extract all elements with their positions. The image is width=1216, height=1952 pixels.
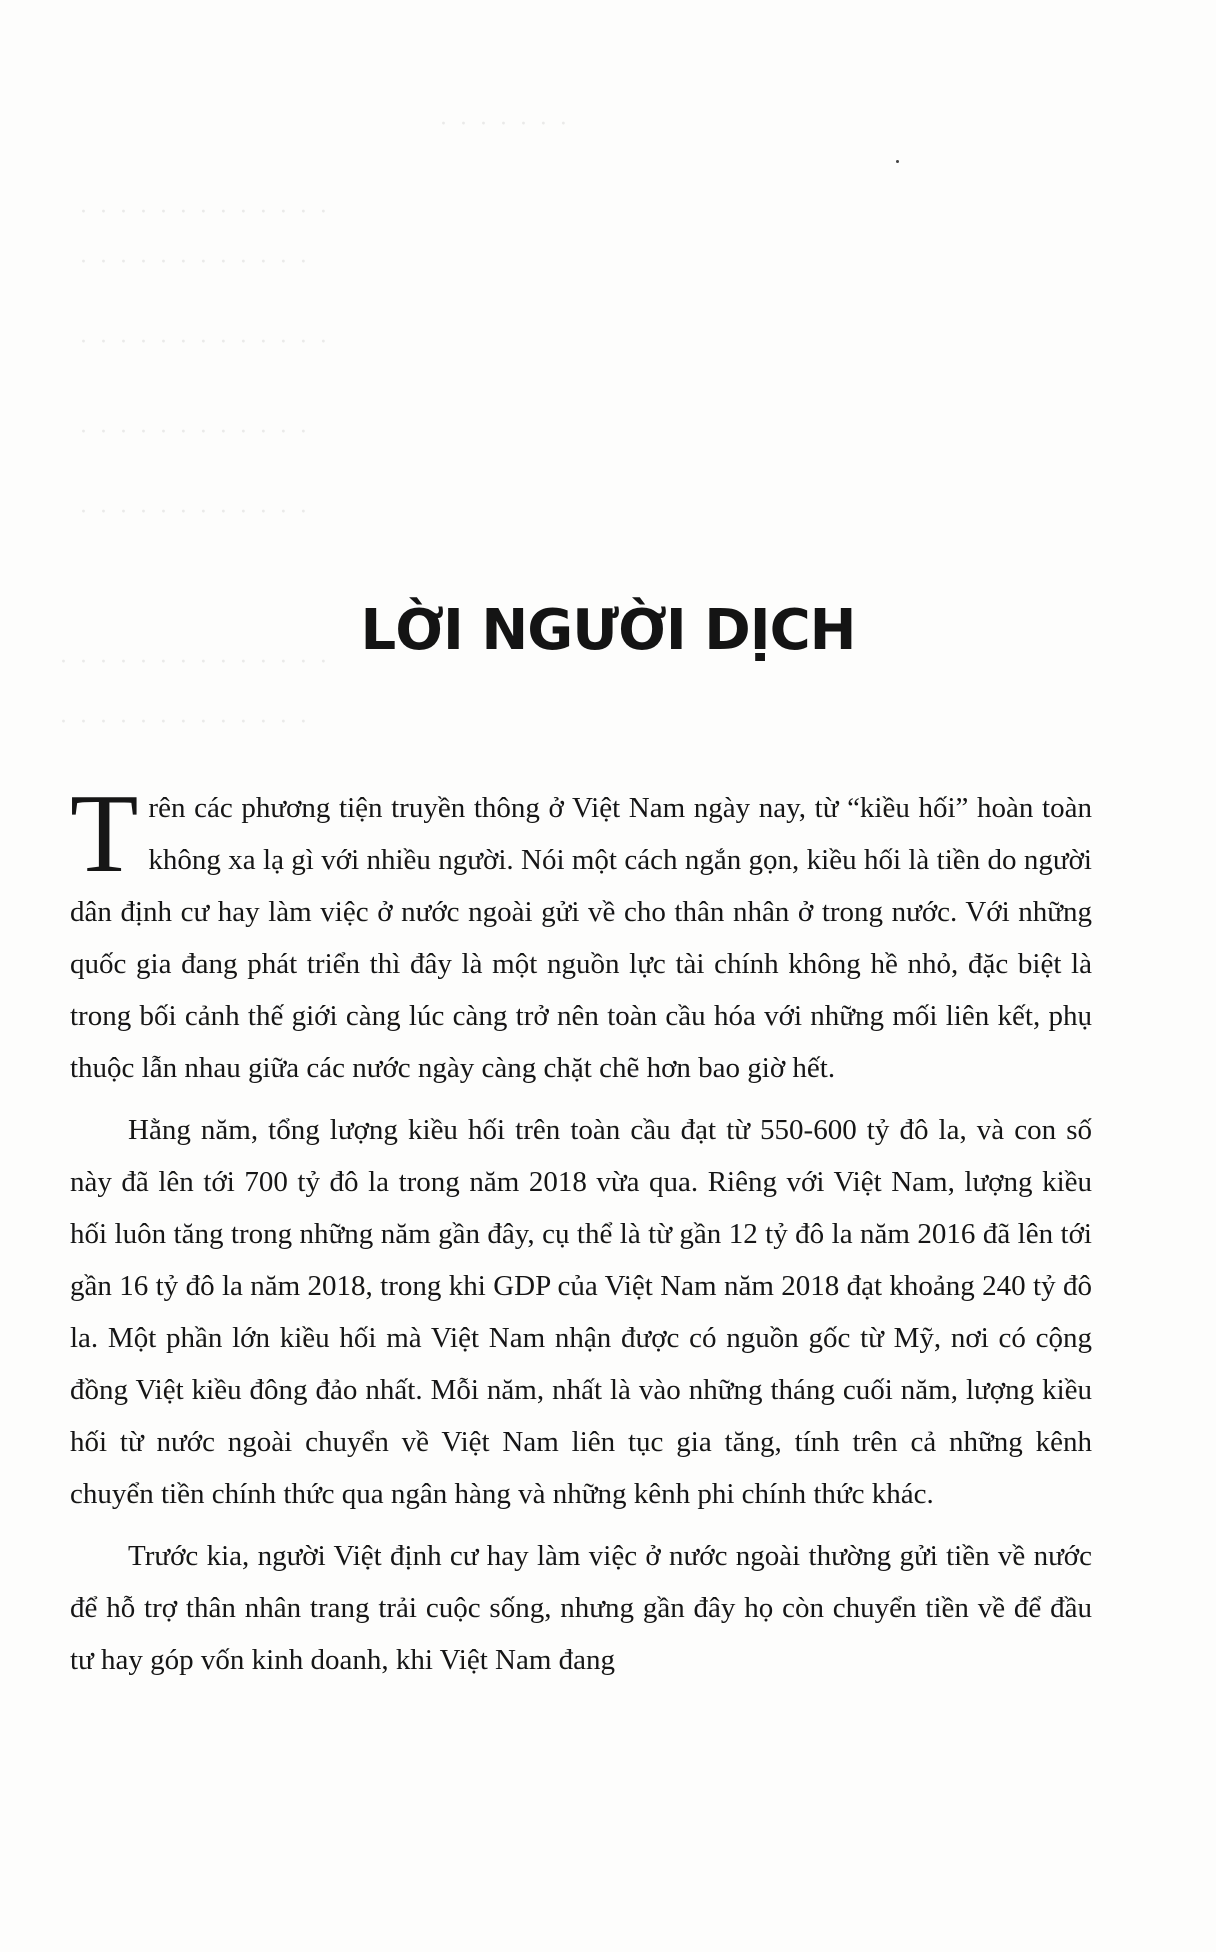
drop-cap: T — [70, 772, 139, 896]
show-through-texture: · · · · · · · · · · · · · — [80, 200, 330, 225]
show-through-texture: · · · · · · · · · · · · · — [80, 330, 330, 355]
paragraph-3: Trước kia, người Việt định cư hay làm việc ở nước ngoài thường gửi tiền về nước để hỗ trợ thân nhân trang trải cuộc sống, nhưng gần đây họ còn chuyển tiền về để đầu tư hay góp vốn kinh doanh, khi Việt Nam đang — [70, 1540, 1092, 1676]
show-through-texture: · · · · · · · — [440, 112, 570, 137]
show-through-texture: · · · · · · · · · · · · — [80, 420, 310, 445]
show-through-texture: · · · · · · · · · · · · — [80, 250, 310, 275]
show-through-texture: · · · · · · · · · · · · · — [60, 710, 310, 735]
paragraph-1 — [70, 772, 1092, 1094]
page-title: LỜI NGƯỜI DỊCH — [360, 597, 856, 663]
body-text — [70, 772, 1092, 1696]
ink-speck — [896, 160, 899, 163]
show-through-texture: · · · · · · · · · · · · — [80, 500, 310, 525]
paragraph-2: Hằng năm, tổng lượng kiều hối trên toàn cầu đạt từ 550-600 tỷ đô la, và con số này đã lên tới 700 tỷ đô la trong năm 2018 vừa qua. Riêng với Việt Nam, lượng kiều hối luôn tăng trong những năm gần đây, cụ thể là từ gần 12 tỷ đô la năm 2016 đã lên tới gần 16 tỷ đô la năm 2018, trong khi GDP của Việt Nam năm 2018 đạt khoảng 240 tỷ đô la. Một phần lớn kiều hối mà Việt Nam nhận được có nguồn gốc từ Mỹ, nơi có cộng đồng Việt kiều đông đảo nhất. Mỗi năm, nhất là vào những tháng cuối năm, lượng kiều hối từ nước ngoài chuyển về Việt Nam liên tục gia tăng, tính trên cả những kênh chuyển tiền chính thức qua ngân hàng và những kênh phi chính thức khác. — [70, 1114, 1092, 1510]
show-through-texture: · · · · · · · · · · · · · · — [60, 650, 330, 675]
paragraph-1-text: rên các phương tiện truyền thông ở Việt Nam ngày nay, từ “kiều hối” hoàn toàn không xa lạ gì với nhiều người. Nói một cách ngắn gọn, kiều hối là tiền do người dân định cư hay làm việc ở nước ngoài gửi về cho thân nhân ở trong nước. Với những quốc gia đang phát triển thì đây là một nguồn lực tài chính không hề nhỏ, đặc biệt là trong bối cảnh thế giới càng lúc càng trở nên toàn cầu hóa với những mối liên kết, phụ thuộc lẫn nhau giữa các nước ngày càng chặt chẽ hơn bao giờ hết. — [70, 792, 1092, 1084]
